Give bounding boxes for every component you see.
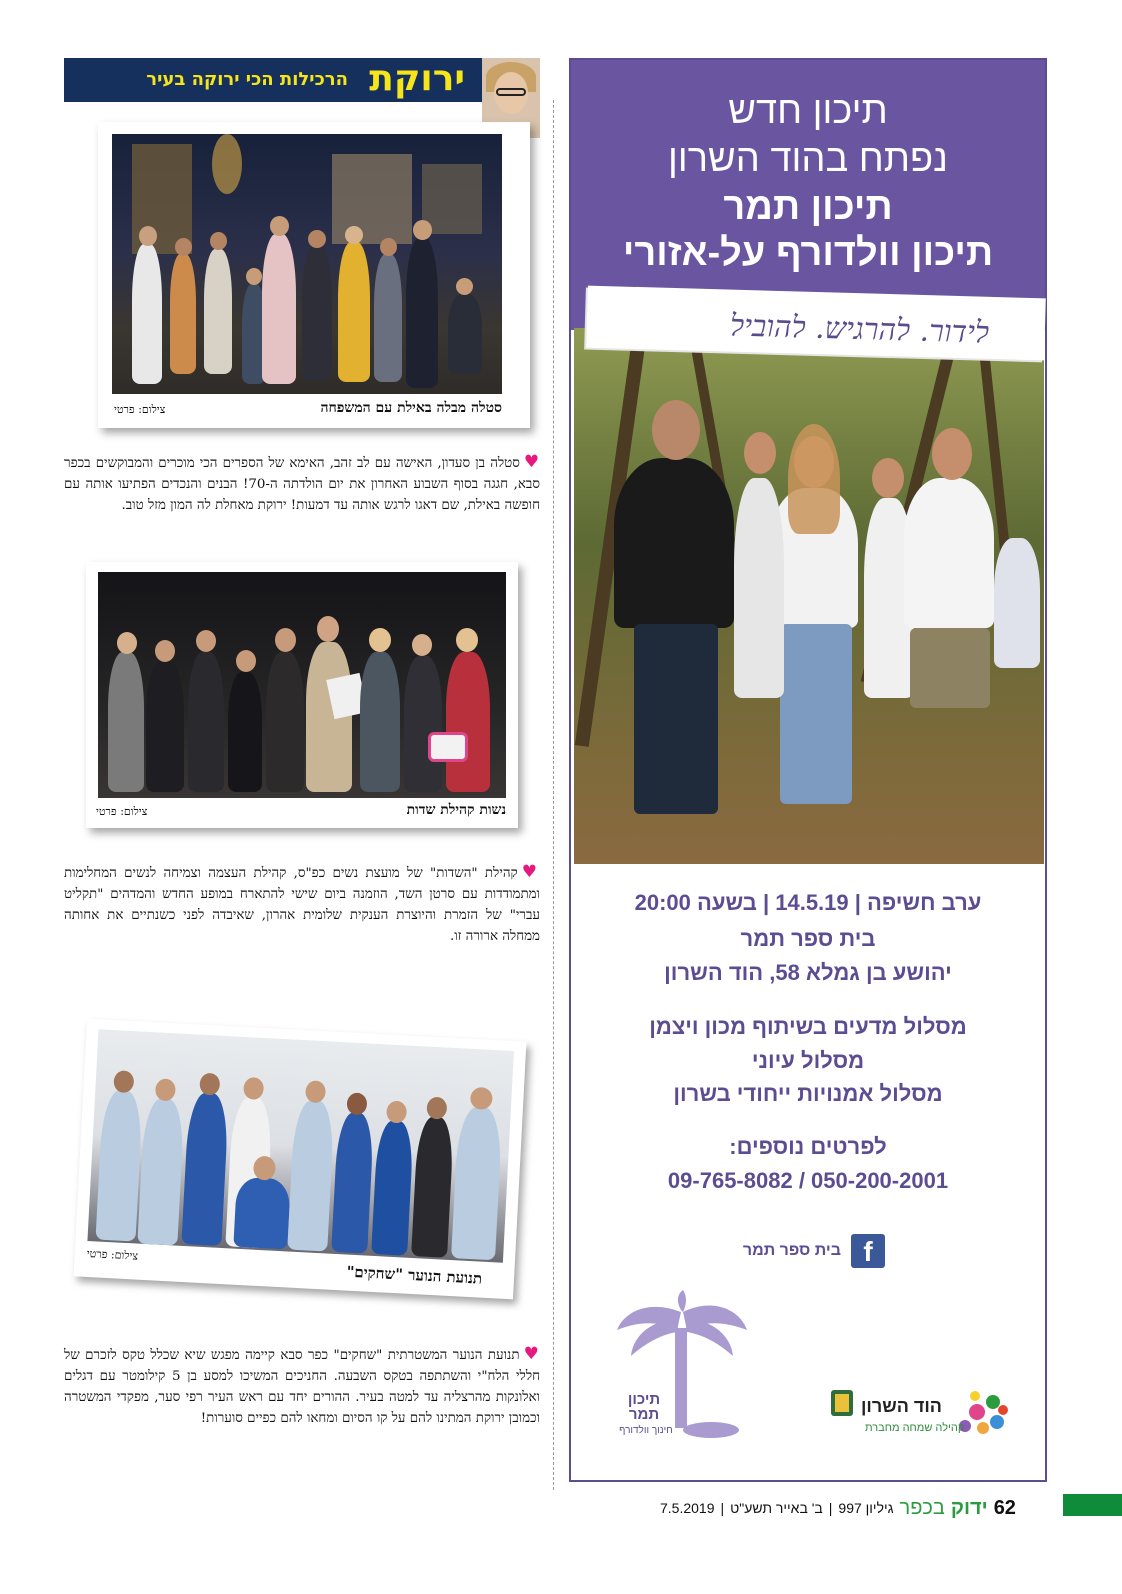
photo-caption: תנועת הנוער "שחקים": [346, 1262, 483, 1288]
facebook-label: בית ספר תמר: [742, 1242, 841, 1259]
women-community-photo: [98, 572, 506, 798]
track-line: מסלול אמנויות ייחודי בשרון: [673, 1081, 943, 1106]
track-line: מסלול מדעים בשיתוף מכון ויצמן: [649, 1014, 967, 1039]
column-divider: [553, 100, 554, 1490]
ad-headline-3: תיכון תמר: [723, 186, 893, 228]
facebook-icon: f: [851, 1234, 885, 1268]
hod-hasharon-logo-icon: [827, 1382, 1017, 1452]
story-text: ♥קהילת "השדות" של מועצת נשים כפ"ס, קהילת העצמה וצמיחה לנשים המחלימות ומתמודדות עם סרטן השד, הוזמנה ביום שישי להתארח במופע החדש והמדהים "תקליט עברי" של הזמרת והיוצרת הענקית שלומית אהרון, שאיבדה לפני כשנתיים את אחותה ממחלה ארורה זו.: [64, 862, 540, 944]
track-line: מסלול עיוני: [751, 1048, 865, 1073]
slogan-text: לידור. להרגיש. להוביל: [729, 308, 990, 351]
school-advertisement: [569, 58, 1047, 1482]
story-text: ♥סטלה בן סעדון, האישה עם לב זהב, האימא של הספרים הכי מוכרים והמבוקשים בכפר סבא, חגגה בסוף השבוע האחרון את יום הולדתה ה-70! הבנים והנכדים הפתיעו אותה עם חופשה באילת, שם דאגו לרגש אותה עד דמעות! ירוקת מאחלת לה המון מזל טוב.: [64, 452, 540, 513]
city-logo-tagline: קהילה שמחה מחברת: [865, 1422, 965, 1434]
address-line: יהושע בן גמלא 58, הוד השרון: [664, 960, 952, 985]
hebrew-date: ב' באייר תשע"ט: [730, 1500, 823, 1516]
phone-numbers: 050-200-2001 / 09-765-8082: [667, 1168, 949, 1193]
story-text: ♥תנועת הנוער המשטרתית "שחקים" כפר סבא קיימה מפגש שיא שכלל טקס לזכרם של חללי הלח"י והשתתפה בטקס השבעה. החניכים המשיכו למסע בן 5 קילומטר עם דגלים ואלונקות מהרצליה עד למטה בעיר. ההורים יחד עם ראש העיר רפי סער, מפקדי המשטרה וכמובן ירוקת המתינו להם על קו הסיום ומחאו להם כפיים סוערות!: [64, 1344, 541, 1426]
tamar-logo-subtitle: חינוך וולדורף: [619, 1425, 673, 1436]
page-footer: [660, 1496, 1016, 1520]
venue-line: בית ספר תמר: [740, 926, 876, 951]
gregorian-date: 7.5.2019: [660, 1500, 715, 1516]
heart-icon: ♥: [523, 1344, 540, 1364]
ad-headline-2: נפתח בהוד השרון: [668, 138, 948, 180]
photo-card-women: [86, 562, 518, 828]
youth-movement-photo: [87, 1029, 514, 1262]
event-line: ערב חשיפה | 14.5.19 | בשעה 20:00: [634, 890, 982, 915]
ad-headline-1: תיכון חדש: [728, 90, 888, 132]
heart-icon: ♥: [523, 452, 540, 472]
ad-headline-4: תיכון וולדורף על-אזורי: [622, 232, 994, 274]
photo-credit: צילום: פרטי: [96, 805, 148, 818]
photo-credit: צילום: פרטי: [86, 1246, 139, 1263]
separator: |: [828, 1500, 833, 1516]
photo-caption: סטלה מבלה באילת עם המשפחה: [320, 400, 502, 416]
photo-caption: נשות קהילת שדות: [406, 802, 506, 818]
page-number: 62: [993, 1496, 1016, 1519]
photo-credit: צילום: פרטי: [114, 403, 166, 416]
students-forest-photo: [574, 328, 1044, 864]
masthead-subtitle: הרכילות הכי ירוקה בעיר: [146, 69, 348, 90]
brand-name: ידוק: [950, 1496, 988, 1519]
masthead-title: ירוקת: [369, 58, 465, 99]
family-eilat-photo: [112, 134, 502, 394]
details-label: לפרטים נוספים:: [729, 1134, 887, 1159]
footer-green-tab: [1063, 1494, 1122, 1516]
heart-icon: ♥: [521, 862, 540, 882]
issue-number: גיליון 997: [838, 1500, 894, 1516]
photo-card-family: [98, 122, 530, 428]
city-logo-name: הוד השרון: [861, 1396, 942, 1416]
tamar-logo-text: תיכון תמר: [627, 1391, 661, 1423]
separator: |: [720, 1500, 725, 1516]
facebook-link[interactable]: [743, 1234, 885, 1268]
brand-name-suffix: בכפר: [899, 1496, 945, 1519]
photo-card-youth: [74, 1019, 527, 1300]
